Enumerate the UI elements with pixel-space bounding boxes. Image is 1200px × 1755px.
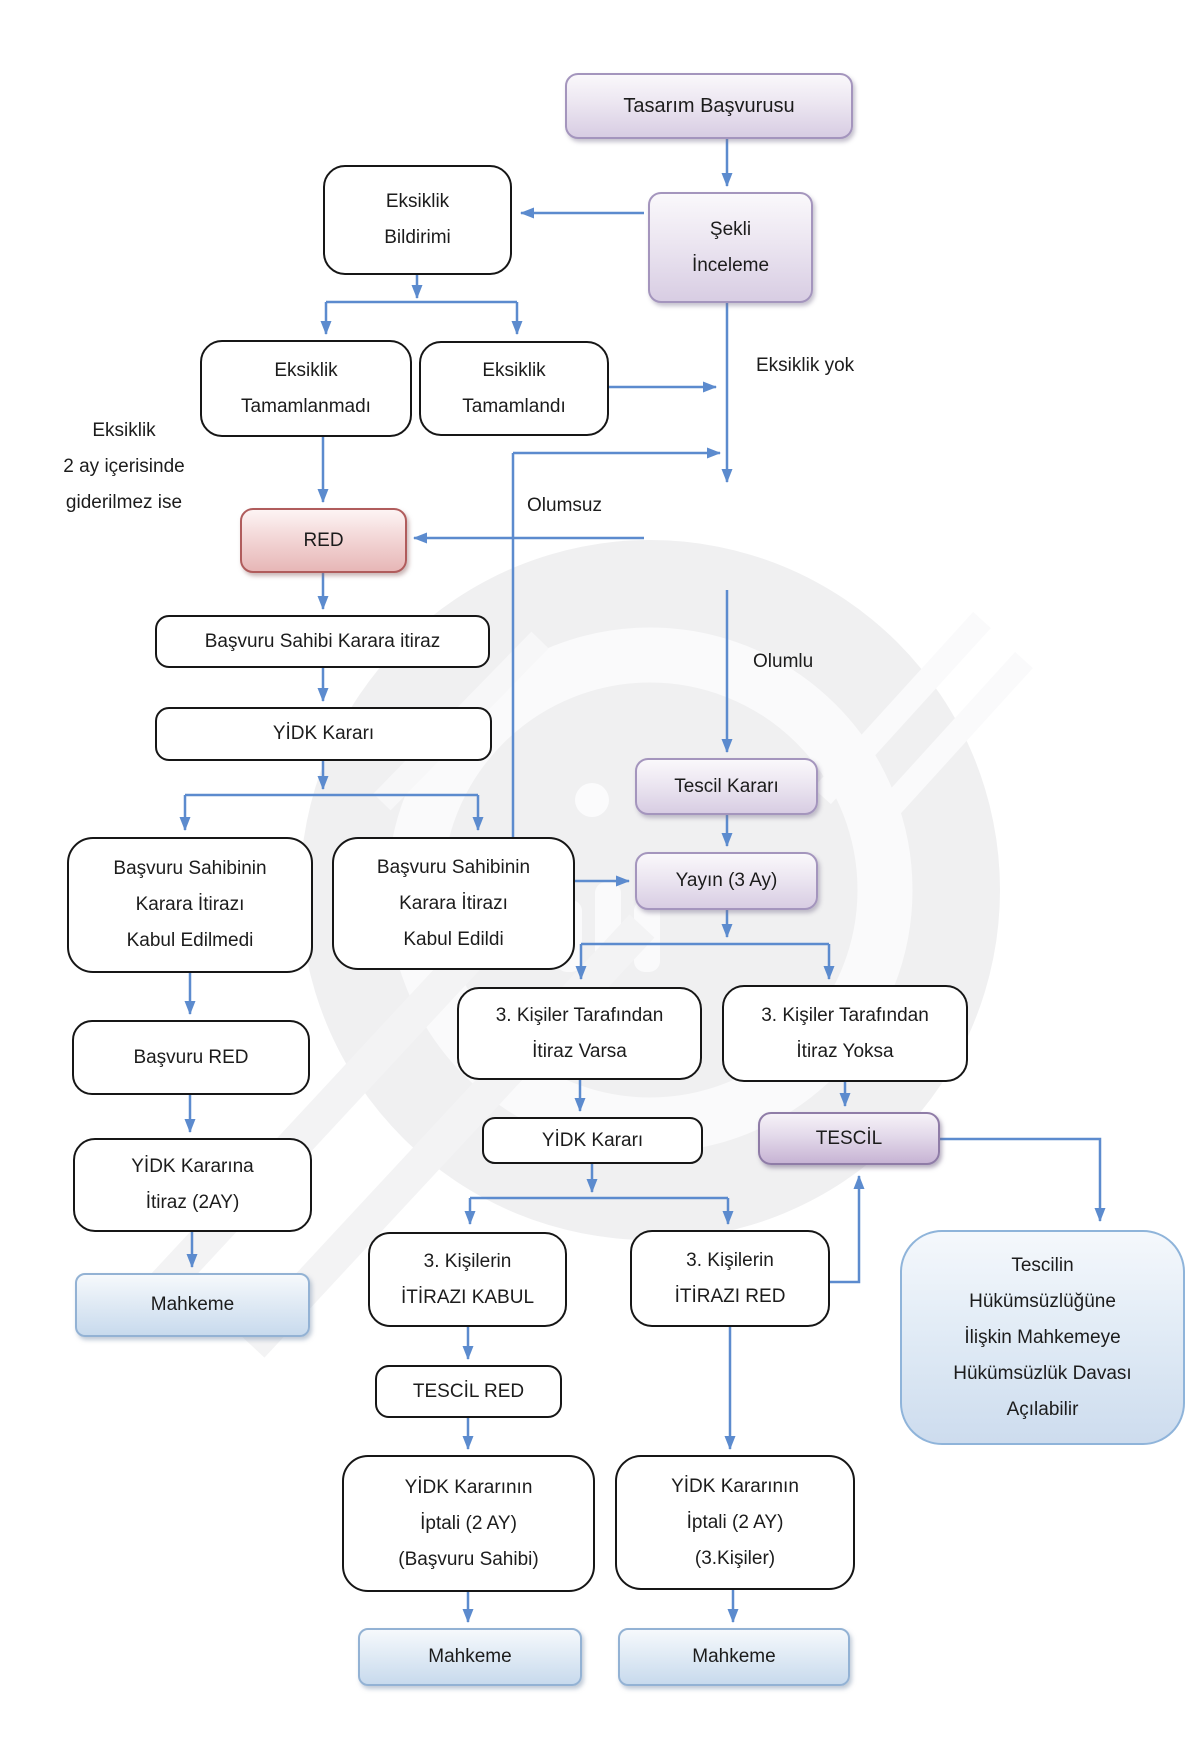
node-text-line: Eksiklik xyxy=(274,359,338,381)
node-text-line: İTİRAZI KABUL xyxy=(400,1286,535,1308)
node-text-line: Yayın (3 Ay) xyxy=(675,870,778,891)
node-text-line: RED xyxy=(303,529,344,551)
node-text-line: 3. Kişiler Tarafından xyxy=(495,1004,664,1026)
node-text-line: Tamamlandı xyxy=(462,395,566,417)
node-text-line: Açılabilir xyxy=(1006,1398,1079,1420)
node-text-line: Şekli xyxy=(709,218,752,240)
node-eksiklik-bildirimi xyxy=(323,165,512,275)
node-text-line: İtiraz Yoksa xyxy=(796,1040,894,1062)
node-text-line: Kabul Edilmedi xyxy=(126,930,254,951)
node-itirazi-red xyxy=(630,1230,830,1327)
node-text-line: İtiraz Varsa xyxy=(532,1040,627,1062)
node-text-line: Başvuru RED xyxy=(133,1046,249,1068)
node-itiraz-yoksa xyxy=(722,985,968,1082)
node-basvuru-sahibi-karara-itiraz xyxy=(155,615,490,668)
node-text-line: Karara İtirazı xyxy=(135,894,245,915)
node-text-line: Hükümsüzlüğüne xyxy=(969,1290,1116,1312)
node-itiraz-varsa xyxy=(457,987,702,1080)
node-yidk-kararina-itiraz xyxy=(73,1138,312,1232)
node-text-line: 3. Kişilerin xyxy=(686,1249,774,1271)
node-text-line: 3. Kişilerin xyxy=(423,1250,512,1272)
node-hukumsuzluk-davasi xyxy=(900,1230,1185,1445)
node-mahkeme-orta xyxy=(358,1628,582,1686)
node-kabul-edildi xyxy=(332,837,575,970)
node-text-line: Mahkeme xyxy=(692,1646,776,1667)
node-text-line: İlişkin Mahkemeye xyxy=(964,1326,1121,1348)
node-text-line: YİDK Kararına xyxy=(131,1156,254,1177)
node-text-line: YİDK Kararının xyxy=(404,1476,533,1498)
node-itirazi-kabul xyxy=(368,1232,567,1327)
node-tescil-karari xyxy=(635,758,818,815)
label-eksiklik-yok: Eksiklik yok xyxy=(756,355,855,376)
node-yayin xyxy=(635,852,818,910)
label-line: 2 ay içerisinde xyxy=(63,456,185,477)
node-text-line: Tasarım Başvurusu xyxy=(623,95,795,117)
node-text-line: (Başvuru Sahibi) xyxy=(398,1548,539,1570)
label-olumlu: Olumlu xyxy=(753,651,814,672)
node-text-line: Hükümsüzlük Davası xyxy=(953,1362,1132,1384)
node-text-line: Tamamlanmadı xyxy=(241,395,371,417)
node-tescil xyxy=(758,1112,940,1165)
node-text-line: (3.Kişiler) xyxy=(694,1547,776,1569)
node-basvuru-red xyxy=(72,1020,310,1095)
node-mahkeme-sag xyxy=(618,1628,850,1686)
node-text-line: Başvuru Sahibi Karara itiraz xyxy=(204,630,441,652)
node-text-line: YİDK Kararının xyxy=(671,1475,799,1497)
label-olumsuz: Olumsuz xyxy=(527,495,602,516)
arrow-itirazired-to-tescil xyxy=(830,1176,859,1282)
label-line: giderilmez ise xyxy=(65,492,183,513)
node-iptal-basvuru-sahibi xyxy=(342,1455,595,1592)
node-text-line: Mahkeme xyxy=(428,1646,512,1667)
node-tasarim-basvurusu xyxy=(565,73,853,139)
node-text-line: Karara İtirazı xyxy=(399,892,508,914)
node-text-line: İnceleme xyxy=(691,254,770,276)
node-tescil-red xyxy=(375,1365,562,1418)
node-red xyxy=(240,508,407,573)
node-yidk-karari-1 xyxy=(155,707,492,761)
node-sekli-inceleme xyxy=(648,192,813,303)
node-kabul-edilmedi xyxy=(67,837,313,973)
node-text-line: Tescilin xyxy=(1011,1254,1074,1276)
node-eksiklik-tamamlandi xyxy=(419,341,609,436)
label-eksiklik-2ay xyxy=(38,413,210,521)
node-eksiklik-tamamlanmadi xyxy=(200,340,412,437)
node-text-line: İptali (2 AY) xyxy=(686,1511,784,1533)
node-text-line: Kabul Edildi xyxy=(403,928,504,950)
node-iptal-3-kisiler xyxy=(615,1455,855,1590)
node-text-line: Tescil Kararı xyxy=(674,775,779,797)
node-text-line: TESCİL xyxy=(815,1127,883,1149)
node-text-line: Başvuru Sahibinin xyxy=(113,858,267,879)
node-yidk-karari-2 xyxy=(482,1117,703,1164)
label-line: Eksiklik xyxy=(92,420,156,441)
node-text-line: İTİRAZI RED xyxy=(674,1285,786,1307)
node-text-line: 3. Kişiler Tarafından xyxy=(761,1004,929,1026)
node-text-line: İtiraz (2AY) xyxy=(145,1192,240,1213)
node-text-line: Eksiklik xyxy=(385,191,450,212)
arrow-tescil-to-hukumsuzluk xyxy=(940,1139,1100,1221)
node-mahkeme-sol xyxy=(75,1273,310,1337)
node-text-line: YİDK Kararı xyxy=(272,723,375,744)
node-text-line: YİDK Kararı xyxy=(541,1129,644,1151)
node-text-line: Bildirimi xyxy=(384,227,451,248)
node-text-line: Mahkeme xyxy=(150,1294,235,1315)
node-text-line: TESCİL RED xyxy=(412,1380,525,1402)
node-text-line: Eksiklik xyxy=(482,359,546,381)
node-text-line: Başvuru Sahibinin xyxy=(376,856,531,878)
node-text-line: İptali (2 AY) xyxy=(420,1512,517,1534)
